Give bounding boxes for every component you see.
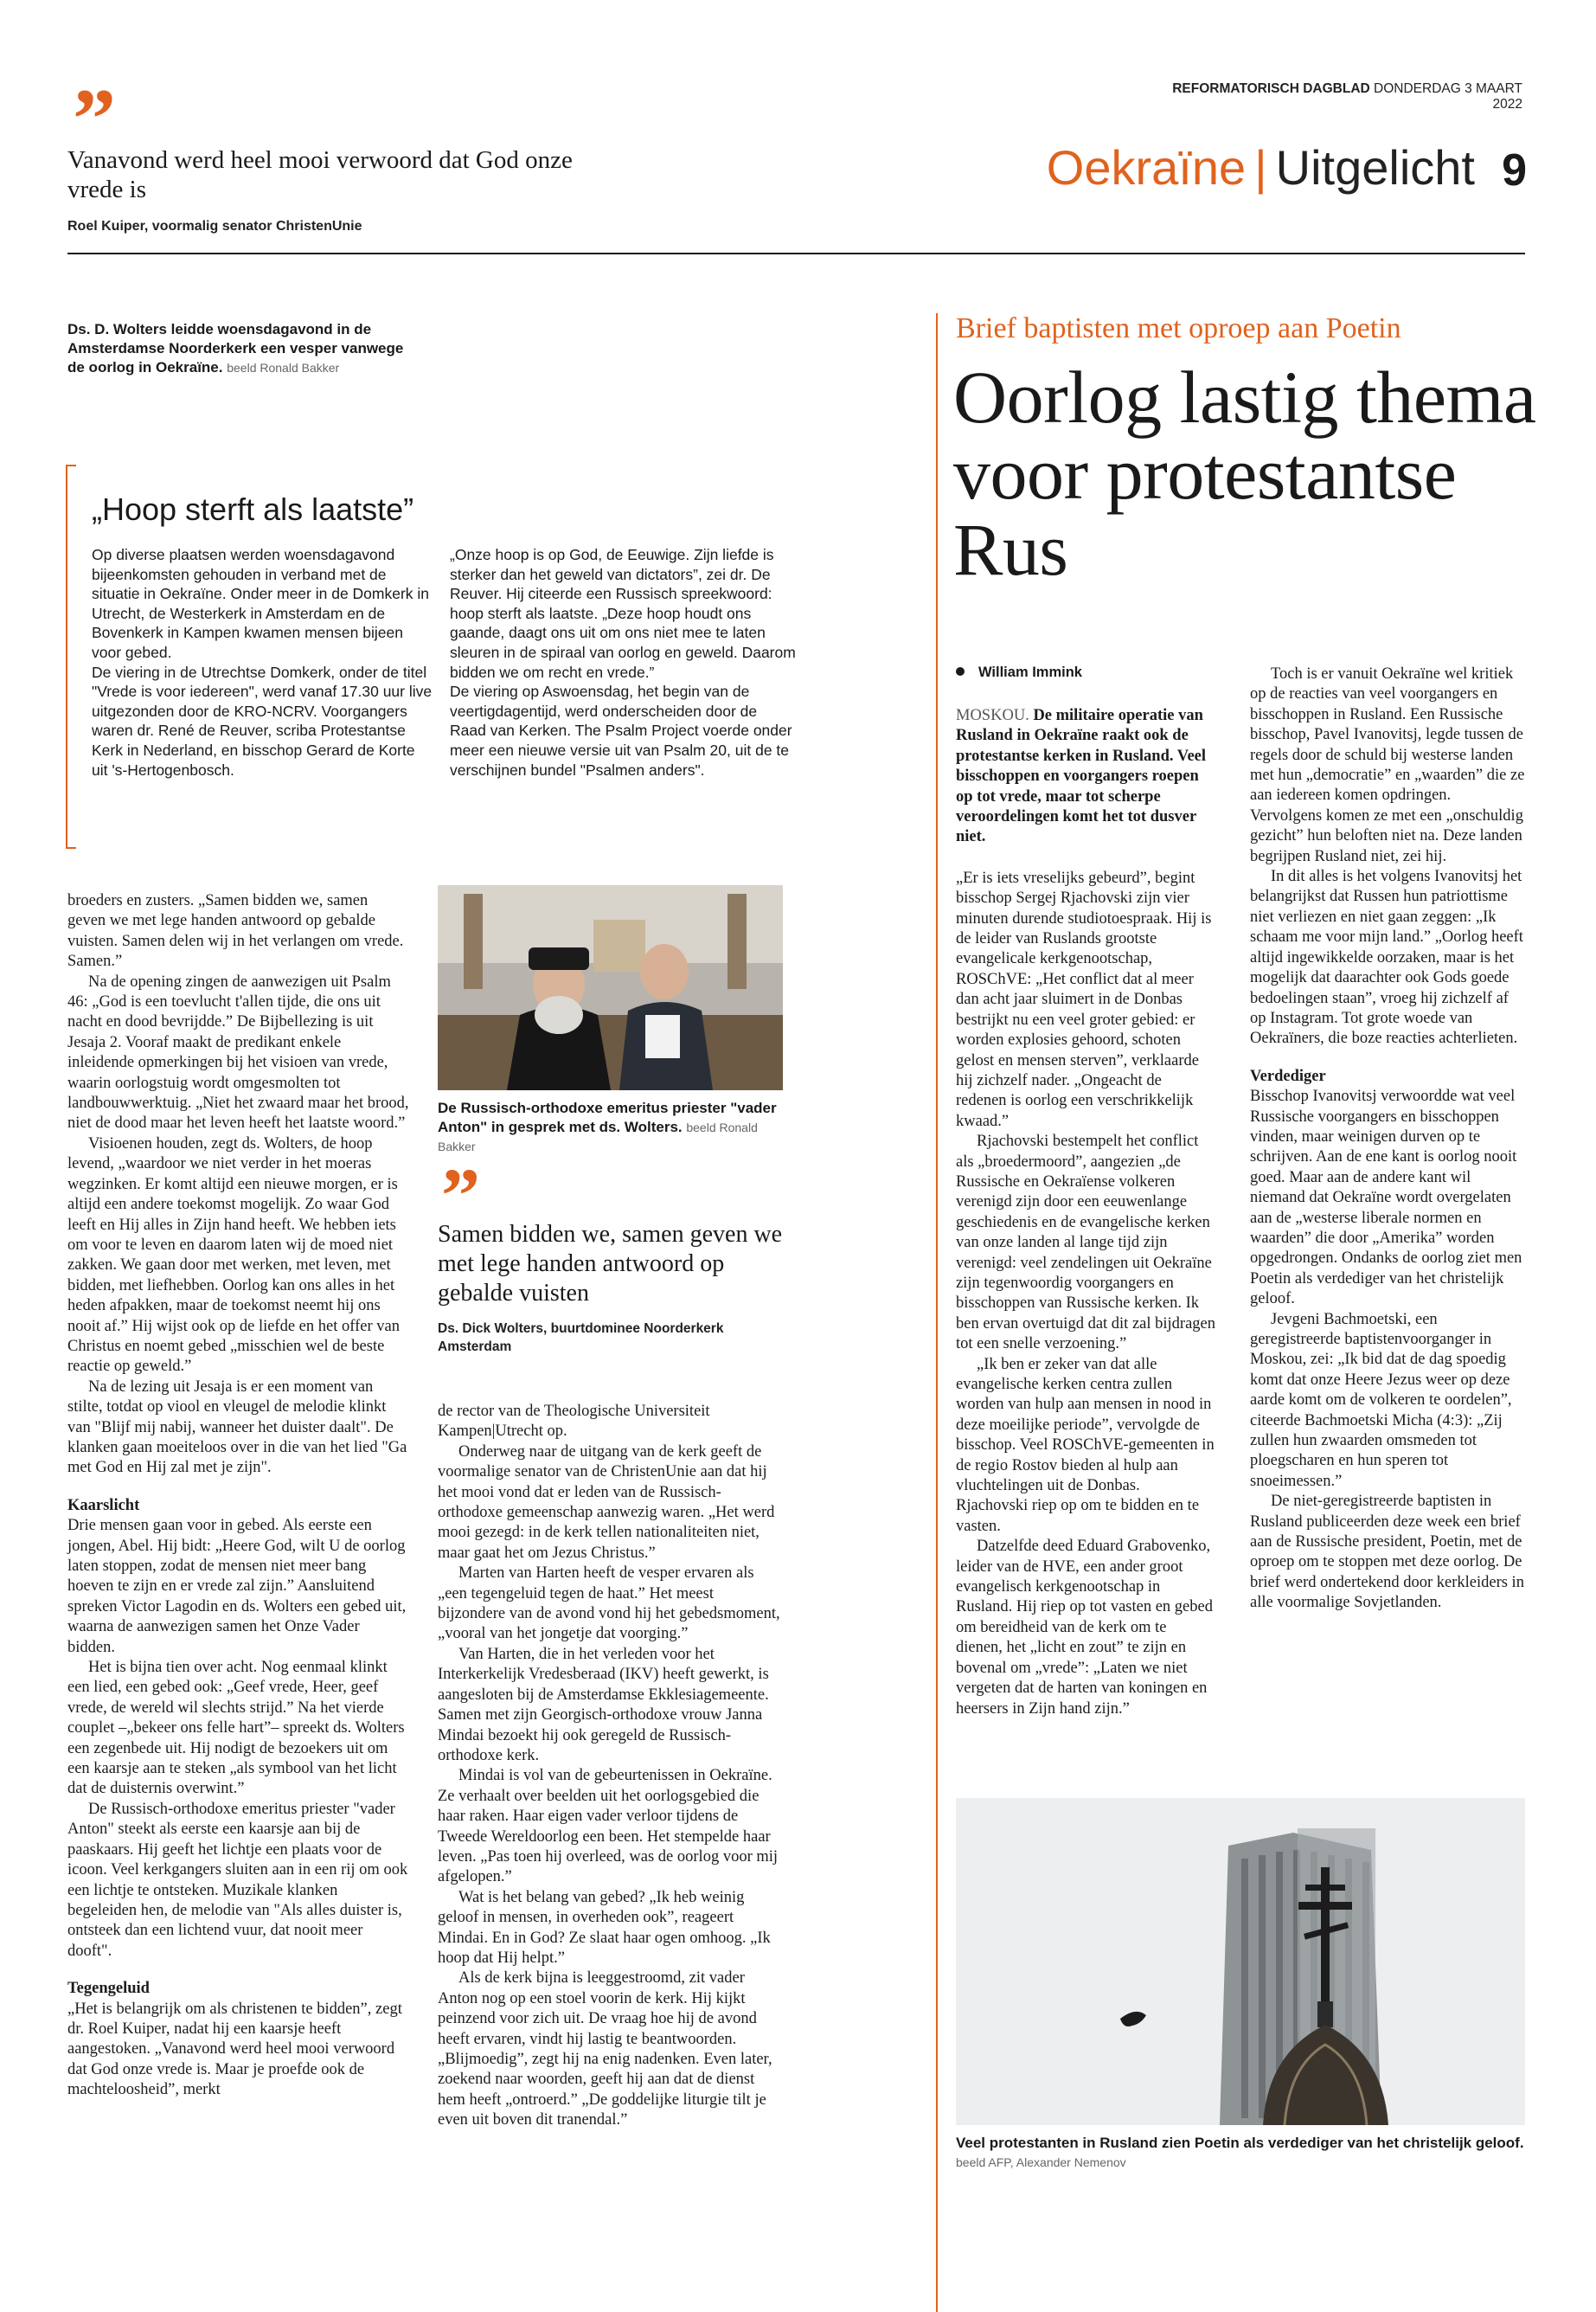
left-photo-caption-text: Ds. D. Wolters leidde woensdagavond in de Amsterdamse Noorderkerk een vesper vanwege de oorlog in Oekraïne. <box>67 321 404 376</box>
article2-paragraph: Bisschop Ivanovitsj verwoordde wat veel Russische voorgangers en bisschoppen vinden, maar weinigen durven op te schrijven. Aan de ene kant is oorlog nooit goed. Maar aan de andere kant wil niemand dat Oekraïne wordt overgelaten aan de „westerse liberale normen en waarden” die door „Amerika” worden opgedrongen. Ondanks de oorlog ziet men Poetin als verdediger van het christelijk geloof. <box>1250 1088 1522 1308</box>
church-photo-illustration <box>956 1798 1525 2125</box>
article1-paragraph: Wat is het belang van gebed? „Ik heb weinig geloof in mensen, in overheden ook”, reageert Mindai. En in God? Ze slaat haar ogen omhoog. „Ik hoop dat Hij helpt.” <box>438 1888 771 1967</box>
pull-quote-mark-icon: ” <box>441 1153 480 1239</box>
article1-col1 <box>67 891 409 2101</box>
priester-photo-illustration <box>438 885 783 1090</box>
article1-paragraph: Als de kerk bijna is leeggestroomd, zit vader Anton nog op een stoel voorin de kerk. Hij kijkt peinzend voor zich uit. De vraag hoe hij de avond heeft ervaren, vindt hij lastig te beantwoorden. „Blijmoedig”, zegt hij na enig nadenken. Even later, zoekend naar woorden, geeft hij aan dat de dienst hem heeft „ontroerd.” „De goddelijke liturgie tilt je even uit boven dit tranendal.” <box>438 1969 772 2129</box>
publication-date: DONDERDAG 3 MAART 2022 <box>1374 81 1522 112</box>
article2-author: William Immink <box>978 665 1082 680</box>
article1-paragraph: De Russisch-orthodoxe emeritus priester "vader Anton" steekt als eerste een kaarsje aan bij de paaskaars. Hij geeft het lichtje een plaats voor de icoon. Veel kerkgangers sluiten aan in een rij om ook een lichtje te ontsteken. Muzikale klanken begeleiden hen, de melodie van "Als alles duister is, ontsteek dan een lichtend vuur, dat nooit meer dooft". <box>67 1800 408 1960</box>
article1-paragraph: „Het is belangrijk om als christenen te bidden”, zegt dr. Roel Kuiper, nadat hij een kaarsje heeft aangestoken. „Vanavond werd heel mooi verwoord dat God onze vrede is. Maar je proefde ook de machteloosheid”, merkt <box>67 2000 402 2099</box>
info-box-paragraph: Op diverse plaatsen werden woensdagavond bijeenkomsten gehouden in verband met de situatie in Oekraïne. Onder meer in de Domkerk in Utrecht, de Westerkerk in Amsterdam en de Bovenkerk in Kampen kwamen mensen bijeen voor gebed. <box>92 546 430 661</box>
quote-mark-icon: ” <box>73 71 116 167</box>
article2-headline: Oorlog lastig thema voor protestantse Rus <box>953 356 1536 591</box>
priester-photo <box>438 885 783 1090</box>
masthead-publication-line <box>1151 81 1522 112</box>
section-header <box>956 140 1475 196</box>
page-number: 9 <box>1502 145 1527 196</box>
byline-bullet-icon <box>956 667 965 676</box>
church-photo-caption-text: Veel protestanten in Rusland zien Poetin als verdediger van het christelijk geloof. <box>956 2135 1524 2151</box>
article1-paragraph: Visioenen houden, zegt ds. Wolters, de hoop levend, „waardoor we niet verder in het moeras wegzinken. Er komt altijd een nieuwe morgen, er is altijd een andere toekomst mogelijk. Zo waar God leeft en Hij alles in Zijn hand heeft. We hebben iets om voor te leven en daarom laten wij de moed niet zakken. We gaan door met werken, met leven, met bidden, met liefhebben. Oorlog kan ons alles in het heden afpakken, maar de toekomst neemt hij ons nooit af.” Hij wijst ook op de liefde en het offer van Christus en noemt gebed „misschien wel de beste reactie op geweld.” <box>67 1134 400 1376</box>
article2-lead-text: De militaire operatie van Rusland in Oekraïne raakt ook de protestantse kerken in Rusland. Veel bisschoppen en voorgangers roepen op tot vrede, maar tot scherpe veroordelingen komt het tot dusver niet. <box>956 707 1207 846</box>
article1-paragraph: Mindai is vol van de gebeurtenissen in Oekraïne. Ze verhaalt over beelden uit het oorlogsgebied die haar raken. Haar eigen vader verloor tijdens de Tweede Wereldoorlog een been. Het stempelde haar leven. „Pas toen hij overleed, was de oorlog voor mij afgelopen.” <box>438 1767 779 1886</box>
article1-paragraph: Na de lezing uit Jesaja is er een moment van stilte, totdat op viool en vleugel de melodie klinkt van "Blijf mij nabij, wanneer het duister daalt". De klanken gaan moeiteloos over in die van het lied "Ga met God en Hij zal met je zijn". <box>67 1378 407 1477</box>
article2-paragraph: Datzelfde deed Eduard Grabovenko, leider van de HVE, een ander groot evangelisch kerkgenootschap in Rusland. Hij riep op tot vasten en gebed om bereidheid van de kerk om te dienen, het „licht en zout” te zijn en bovenal om „vrede”: „Laten we niet vergeten dat de harten van koningen en heersers in Zijn hand zijn.” <box>956 1538 1213 1718</box>
publication-name: REFORMATORISCH DAGBLAD <box>1172 81 1370 96</box>
subheading-verdediger: Verdediger <box>1250 1067 1326 1085</box>
article1-paragraph: Na de opening zingen de aanwezigen uit Psalm 46: „God is een toevlucht t'allen tijde, die ons uit nacht en dood bevrijdde.” De Bijbellezing is uit Jesaja 2. Vooraf maakt de predikant enkele inleidende opmerkingen bij het visioen van vrede, waarin oorlogstuig wordt omgesmolten tot landbouwwerktuig. „Niet het zwaard maar het brood, niet de dood maar het leven heeft het laatste woord.” <box>67 973 409 1133</box>
subsection-name: Uitgelicht <box>1275 140 1475 195</box>
info-box-col2 <box>450 545 796 780</box>
pull-quote-text: Samen bidden we, samen geven we met lege handen antwoord op gebalde vuisten <box>438 1221 783 1307</box>
article2-col2 <box>1250 665 1525 1614</box>
article2-paragraph: „Er is iets vreselijks gebeurd”, begint bisschop Sergej Rjachovski zijn vier minuten durende studiotoespraak. Hij is de leider van Ruslands grootste evangelicale kerkgenootschap, ROSChVE: „Het conflict dat al meer dan acht jaar sluimert in de Donbas bestrijkt nu een veel groter gebied: er worden explosies gehoord, schoten gelost en mensen sterven”, verklaarde hij zichzelf nader. „Ongeacht de redenen is oorlog een verschrikkelijk kwaad.” <box>956 869 1212 1130</box>
article1-paragraph: Onderweg naar de uitgang van de kerk geeft de voormalige senator van de ChristenUnie aan dat hij het mooi vond dat er leden van de Russisch-orthodoxe gemeenschap aanwezig waren. „Het werd mooi gezegd: in de kerk tellen nationaliteiten niet, maar gaat het om Jezus Christus.” <box>438 1442 775 1562</box>
article1-paragraph: de rector van de Theologische Universiteit Kampen|Utrecht op. <box>438 1403 710 1441</box>
article2-paragraph: „Ik ben er zeker van dat alle evangelische kerken centra zullen worden van hulp aan mensen in nood in deze moeilijke periode”, vervolgde de bisschop. Veel ROSChVE-gemeenten in de regio Rostov bieden al hulp aan vluchtelingen uit de Donbas. Rjachovski riep op om te bidden en te vasten. <box>956 1355 1215 1535</box>
article1-paragraph: broeders en zusters. „Samen bidden we, samen geven we met lege handen antwoord op gebalde vuisten. Samen delen wij in het verlangen om vrede. Samen.” <box>67 892 404 971</box>
article2-dateline: MOSKOU. <box>956 707 1029 724</box>
info-box-border <box>66 465 76 849</box>
section-divider: | <box>1254 140 1267 195</box>
priester-photo-caption-credit: beeld Ronald Bakker <box>438 1121 758 1153</box>
article1-paragraph: Het is bijna tien over acht. Nog eenmaal klinkt een lied, een gebed ook: „Geef vrede, Heer, geef vrede, de wereld wil slechts strijd.” Na het vierde couplet –„bekeer ons felle hart”– spreekt ds. Wolters een zegenbede uit. Hij nodigt de bezoekers uit om een kaarsje aan te steken „als symbool van het licht dat de duisternis overwint.” <box>67 1659 405 1798</box>
top-quote-text: Vanavond werd heel mooi verwoord dat God onze vrede is <box>67 146 573 203</box>
masthead-divider <box>67 253 1525 254</box>
pull-quote-attribution: Ds. Dick Wolters, buurtdominee Noorderkerk Amsterdam <box>438 1321 724 1354</box>
info-box-paragraph: „Onze hoop is op God, de Eeuwige. Zijn liefde is sterker dan het geweld van dictators”, zei dr. De Reuver. Hij citeerde een Russisch spreekwoord: hoop sterft als laatste. „Deze hoop houdt ons gaande, daagt ons uit om ons niet mee te laten sleuren in de spiraal van oorlog en geweld. Daarom bidden we om recht en vrede.” <box>450 546 796 681</box>
subheading-tegengeluid: Tegengeluid <box>67 1980 150 1998</box>
priester-photo-caption <box>438 1099 783 1156</box>
top-quote-attribution: Roel Kuiper, voormalig senator ChristenUnie <box>67 219 362 234</box>
article2-vertical-rule <box>936 313 938 2312</box>
article2-kicker: Brief baptisten met oproep aan Poetin <box>956 312 1401 344</box>
article2-byline <box>956 665 1285 681</box>
info-box-col1 <box>92 545 433 780</box>
church-photo-caption <box>956 2134 1525 2172</box>
article1-paragraph: Van Harten, die in het verleden voor het Interkerkelijk Vredesberaad (IKV) heeft gewerkt, is aangesloten bij de Amsterdamse Ekklesiagemeente. Samen met zijn Georgisch-orthodoxe vrouw Janna Mindai bezoekt hij ook geregeld de Russisch-orthodoxe kerk. <box>438 1645 769 1764</box>
info-box-title: „Hoop sterft als laatste” <box>92 491 414 527</box>
article1-paragraph: Drie mensen gaan voor in gebed. Als eerste een jongen, Abel. Hij bidt: „Heere God, wilt U de oorlog laten stoppen, zodat de mensen niet meer bang hoeven te zijn en er vrede zal zijn.” Aansluitend spreken Victor Lagodin en ds. Wolters een gebed uit, waarna de aanwezigen samen het Onze Vader bidden. <box>67 1517 407 1656</box>
priester-photo-caption-text: De Russisch-orthodoxe emeritus priester "vader Anton" in gesprek met ds. Wolters. <box>438 1100 777 1135</box>
article2-paragraph: De niet-geregistreerde baptisten in Rusland publiceerden deze week een brief aan de Russische president, Poetin, met de oproep om te stoppen met deze oorlog. De brief werd ondertekend door kerkleiders in alle voormalige Sovjetlanden. <box>1250 1493 1524 1612</box>
section-name: Oekraïne <box>1046 140 1247 195</box>
subheading-kaarslicht: Kaarslicht <box>67 1496 140 1514</box>
article2-paragraph: Jevgeni Bachmoetski, een geregistreerde baptistenvoorganger in Moskou, zei: „Ik bid dat de dag spoedig komt dat onze Heere Jezus weer op deze aarde komt om de volkeren te oordelen”, citeerde Bachmoetski Micha (4:3): „Zij zullen hun zwaarden omsmeden tot ploegscharen en hun speren tot snoeimessen.” <box>1250 1310 1512 1490</box>
church-photo <box>956 1798 1525 2125</box>
left-photo-caption <box>67 320 418 377</box>
info-box-paragraph: De viering op Aswoensdag, het begin van de veertigdagentijd, werd onderscheiden door de Raad van Kerken. The Psalm Project voerde onder meer een nieuwe versie uit van Psalm 20, uit de te verschijnen bundel "Psalmen anders". <box>450 683 792 779</box>
article2-paragraph: Rjachovski bestempelt het conflict als „broedermoord”, aangezien „de Russische en Oekraïense volkeren verenigd zijn door een eeuwenlange geschiedenis en de evangelische kerken van onze landen al lange tijd zijn verenigd: veel zendelingen uit Oekraïne zijn tegenwoordig voorgangers en bisschoppen van Russische kerken. Ik ben ervan overtuigd dat dit zal bijdragen tot een snelle verzoening.” <box>956 1133 1216 1353</box>
article2-col1 <box>956 706 1215 1719</box>
article1-col2 <box>438 1402 783 2131</box>
article2-lead <box>956 706 1215 848</box>
article2-paragraph: In dit alles is het volgens Ivanovitsj het belangrijkst dat Russen hun patriottisme niet verliezen en niet gaan zeggen: „Ik schaam me voor mijn land.” „Oorlog heeft altijd ingewikkelde oorzaken, maar is het mogelijk dat daarachter ook Gods goede bedoelingen staan”, vroeg hij zichzelf af op Instagram. Tot grote woede van Oekraïners, die boze reacties achterlieten. <box>1250 868 1523 1048</box>
left-photo-caption-credit: beeld Ronald Bakker <box>227 361 340 375</box>
info-box-paragraph: De viering in de Utrechtse Domkerk, onder de titel "Vrede is voor iedereen", werd vanaf 17.30 uur live uitgezonden door de KRO-NCRV. Voorgangers waren dr. René de Reuver, scriba Protestantse Kerk in Nederland, en bisschop Gerard de Korte uit 's-Hertogenbosch. <box>92 663 433 779</box>
article1-paragraph: Marten van Harten heeft de vesper ervaren als „een tegengeluid tegen de haat.” Het meest bijzondere van de avond vond hij het gebedsmoment, „vooral van het jongetje dat voorging.” <box>438 1564 780 1643</box>
article2-paragraph: Toch is er vanuit Oekraïne wel kritiek op de reacties van veel voorgangers en bisschoppen in Rusland. Een Russische bisschop, Pavel Ivanovitsj, legde tussen de regels door de schuld bij westerse landen met hun „democratie” en „waarden” die ze aan iedereen komen opdringen. Vervolgens komen ze met een „onschuldig gezicht” hun beloften niet na. Deze landen begrijpen Rusland niet, zei hij. <box>1250 665 1525 865</box>
church-photo-caption-credit: beeld AFP, Alexander Nemenov <box>956 2155 1126 2169</box>
